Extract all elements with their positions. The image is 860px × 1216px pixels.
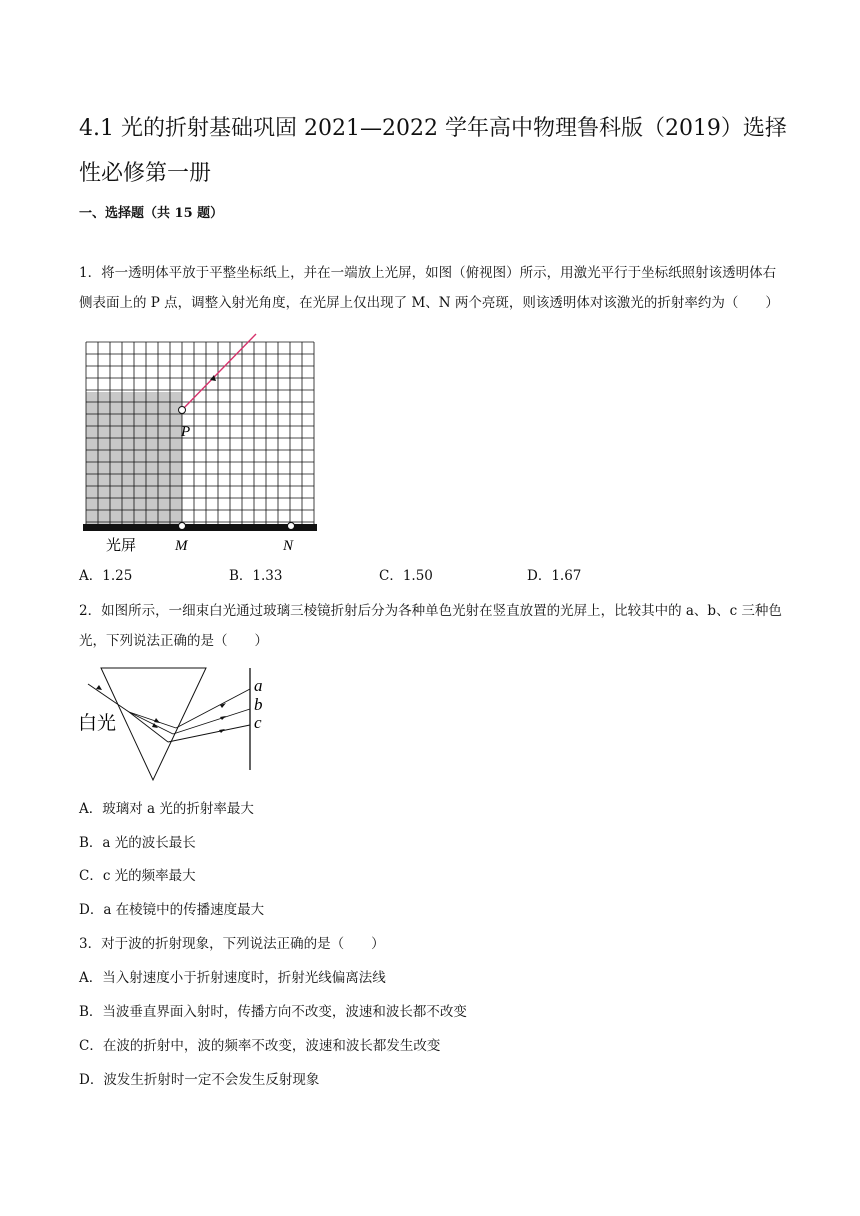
q3-option-a[interactable]: A．当入射速度小于折射速度时，折射光线偏离法线	[79, 970, 386, 986]
internal-ray-b	[129, 712, 173, 734]
q1-option-c[interactable]: C．1.50	[379, 568, 433, 584]
label-p: P	[181, 424, 191, 440]
q2-option-b[interactable]: B．a 光的波长最长	[79, 835, 196, 851]
q1-option-b[interactable]: B．1.33	[229, 568, 283, 584]
internal-ray-c	[129, 712, 168, 742]
point-p-marker	[179, 407, 186, 414]
question-2-stem: 2．如图所示，一细束白光通过玻璃三棱镜折射后分为各种单色光射在竖直放置的光屏上，比较其中的 a、b、c 三种色光，下列说法正确的是（ ）	[79, 603, 782, 649]
laser-beam	[182, 334, 256, 410]
label-n: N	[283, 538, 294, 554]
q3-option-d[interactable]: D．波发生折射时一定不会发生反射现象	[79, 1072, 320, 1088]
q2-option-d[interactable]: D．a 在棱镜中的传播速度最大	[79, 902, 265, 918]
label-b: b	[254, 695, 263, 714]
arrow-icon	[220, 703, 226, 708]
q3-option-b[interactable]: B．当波垂直界面入射时，传播方向不改变，波速和波长都不改变	[79, 1004, 467, 1020]
q1-option-a[interactable]: A．1.25	[79, 568, 133, 584]
q3-option-c[interactable]: C．在波的折射中，波的频率不改变，波速和波长都发生改变	[79, 1038, 441, 1054]
ray-c	[168, 725, 250, 742]
arrow-icon	[96, 685, 102, 690]
label-screen: 光屏	[106, 536, 137, 554]
question-1-options	[0, 564, 860, 584]
label-c: c	[254, 713, 262, 732]
arrow-icon	[219, 729, 225, 733]
document-title: 4.1 光的折射基础巩固 2021—2022 学年高中物理鲁科版（2019）选择性必修第一册	[79, 116, 787, 186]
internal-ray-a	[129, 712, 176, 728]
white-light-ray	[88, 684, 129, 712]
q2-option-a[interactable]: A．玻璃对 a 光的折射率最大	[79, 801, 254, 817]
arrow-icon	[154, 718, 160, 723]
question-3-stem: 3．对于波的折射现象，下列说法正确的是（ ）	[79, 936, 385, 952]
q2-option-c[interactable]: C．c 光的频率最大	[79, 868, 196, 884]
point-n-marker	[288, 523, 295, 530]
arrow-icon	[220, 716, 226, 720]
question-1-stem: 1．将一透明体平放于平整坐标纸上，并在一端放上光屏，如图（俯视图）所示，用激光平行于坐标纸照射该透明体右侧表面上的 P 点，调整入射光角度，在光屏上仅出现了 M、N 两个亮斑，则该透明体对该激光的折射率约为（ ）	[79, 265, 779, 311]
question-1-figure	[80, 332, 320, 558]
label-m: M	[175, 538, 188, 554]
question-2-figure	[76, 662, 276, 784]
label-a: a	[254, 676, 263, 695]
section-heading: 一、选择题（共 15 题）	[79, 206, 224, 221]
label-white-light: 白光	[78, 712, 117, 734]
q1-option-d[interactable]: D．1.67	[527, 568, 582, 584]
light-screen-bar	[83, 524, 317, 531]
point-m-marker	[179, 523, 186, 530]
